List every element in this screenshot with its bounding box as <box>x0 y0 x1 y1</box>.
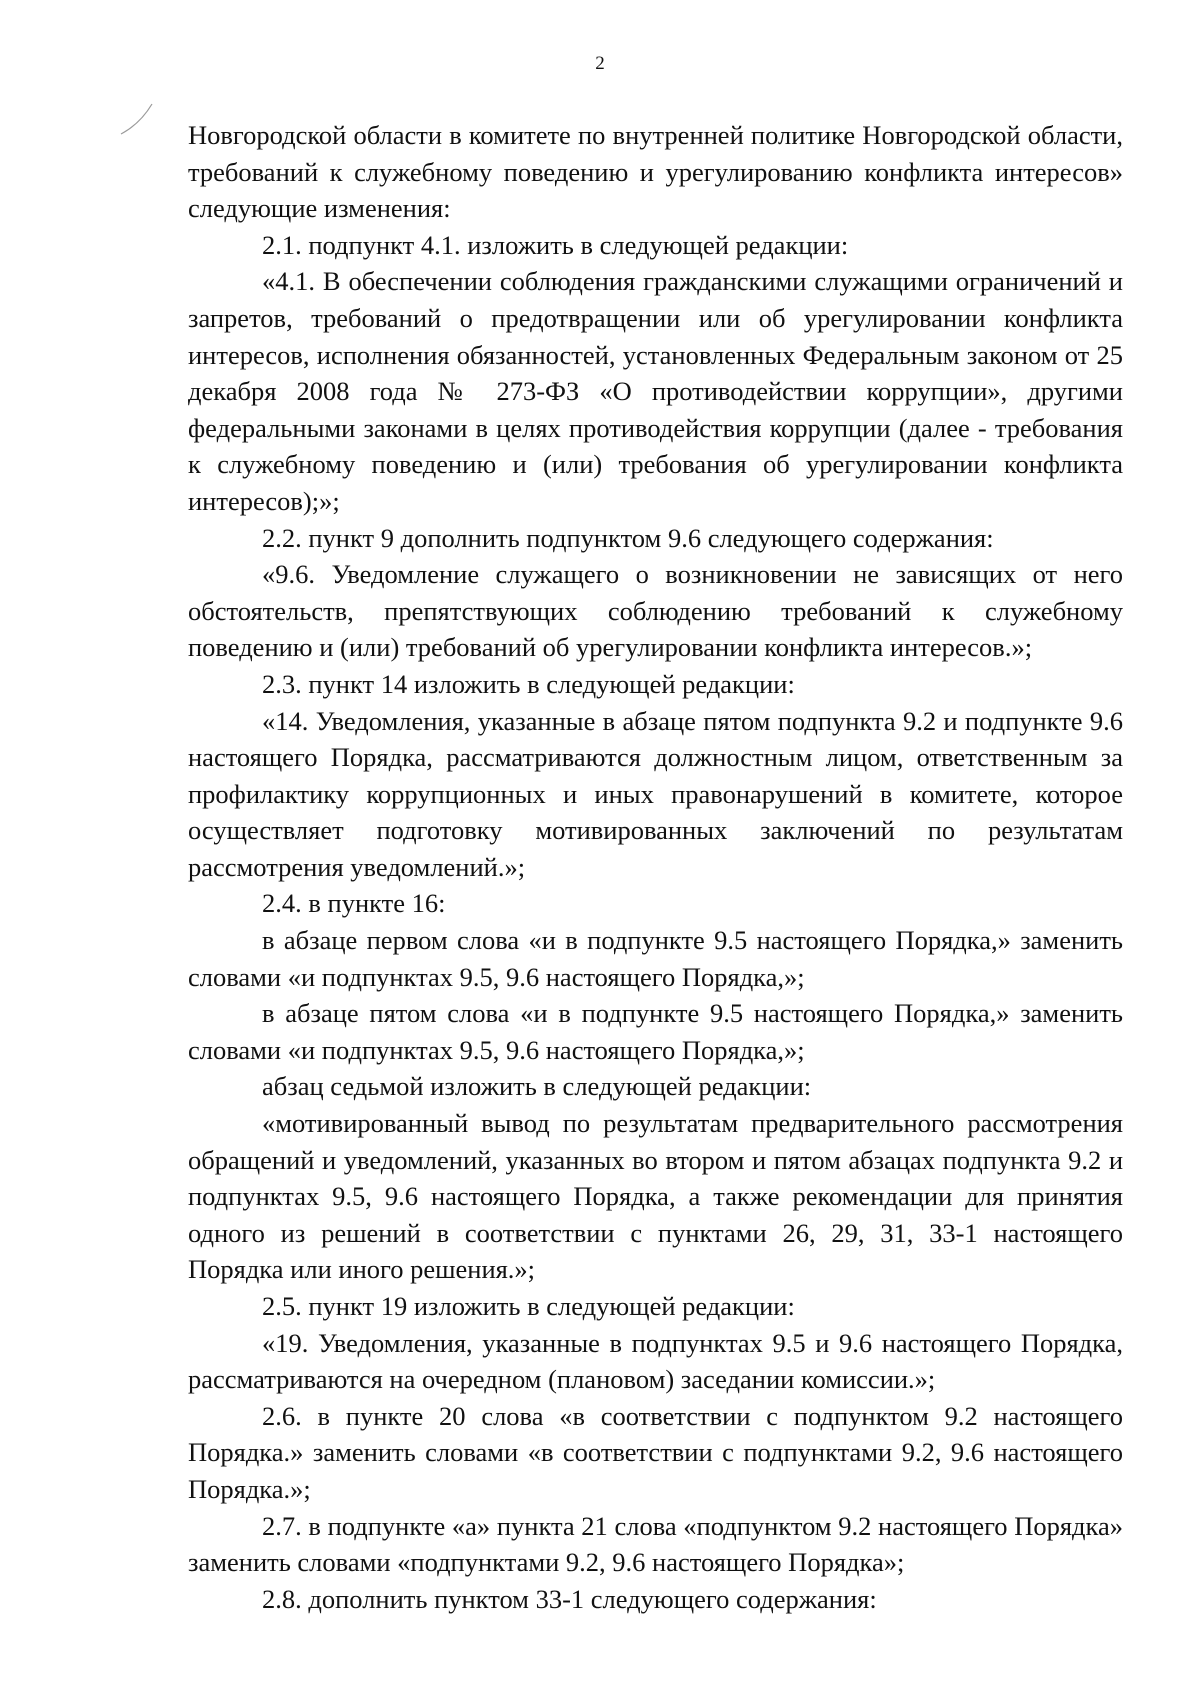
paragraph-2-3: 2.3. пункт 14 изложить в следующей редакции: <box>262 668 795 699</box>
paragraph-motivated-conclusion: «мотивированный вывод по результатам предварительного рассмотрения обращений и уведомлений, указанных во втором и пятом абзацах подпункта 9.2 и подпунктах 9.5, 9.6 настоящего Порядка, а также рекомендации для принятия одного из решений в соответствии с пунктами 26, 29, 31, 33-1 настоящего Порядка или иного решения.»; <box>188 1108 1123 1285</box>
paragraph-2-1: 2.1. подпункт 4.1. изложить в следующей редакции: <box>262 229 849 260</box>
paragraph-continuation: Новгородской области в комитете по внутренней политике Новгородской области, требований к служебному поведению и урегулированию конфликта интересов» следующие изменения: <box>188 120 1123 224</box>
document-body <box>188 117 1123 1617</box>
paragraph-9-6-text: «9.6. Уведомление служащего о возникновении не зависящих от него обстоятельств, препятствующих соблюдению требований к служебному поведению и (или) требований об урегулировании конфликта интересов.»; <box>188 559 1123 663</box>
paragraph-2-5: 2.5. пункт 19 изложить в следующей редакции: <box>262 1291 795 1321</box>
paragraph-2-8: 2.8. дополнить пунктом 33-1 следующего содержания: <box>262 1583 877 1614</box>
paragraph-2-2: 2.2. пункт 9 дополнить подпунктом 9.6 следующего содержания: <box>262 522 994 553</box>
paragraph-14-text: «14. Уведомления, указанные в абзаце пятом подпункта 9.2 и подпункте 9.6 настоящего Порядка, рассматриваются должностным лицом, ответственным за профилактику коррупционных и иных правонарушений в комитете, которое осуществляет подготовку мотивированных заключений по результатам рассмотрения уведомлений.»; <box>188 705 1123 882</box>
paragraph-19-text: «19. Уведомления, указанные в подпунктах 9.5 и 9.6 настоящего Порядка, рассматриваются на очередном (плановом) заседании комиссии.»; <box>188 1327 1123 1395</box>
paragraph-abzac-fifth: в абзаце пятом слова «и в подпункте 9.5 настоящего Порядка,» заменить словами «и подпунктах 9.5, 9.6 настоящего Порядка,»; <box>188 998 1123 1065</box>
paragraph-4-1-text: «4.1. В обеспечении соблюдения гражданскими служащими ограничений и запретов, требований о предотвращении или об урегулировании конфликта интересов, исполнения обязанностей, установленных Федеральным законом от 25 декабря 2008 года № 273-ФЗ «О противодействии коррупции», другими федеральными законами в целях противодействия коррупции (далее - требования к служебному поведению и (или) требования об урегулировании конфликта интересов);»; <box>188 266 1123 516</box>
scan-pen-mark <box>118 102 154 136</box>
page-number: 2 <box>595 53 605 74</box>
paragraph-abzac-seventh: абзац седьмой изложить в следующей редакции: <box>262 1071 812 1102</box>
paragraph-abzac-first: в абзаце первом слова «и в подпункте 9.5 настоящего Порядка,» заменить словами «и подпунктах 9.5, 9.6 настоящего Порядка,»; <box>188 925 1123 992</box>
paragraph-2-7: 2.7. в подпункте «а» пункта 21 слова «подпунктом 9.2 настоящего Порядка» заменить словами «подпунктами 9.2, 9.6 настоящего Порядка»; <box>188 1510 1123 1578</box>
paragraph-2-4: 2.4. в пункте 16: <box>262 888 446 919</box>
paragraph-2-6: 2.6. в пункте 20 слова «в соответствии с подпунктом 9.2 настоящего Порядка.» заменить словами «в соответствии с подпунктами 9.2, 9.6 настоящего Порядка.»; <box>188 1400 1123 1504</box>
